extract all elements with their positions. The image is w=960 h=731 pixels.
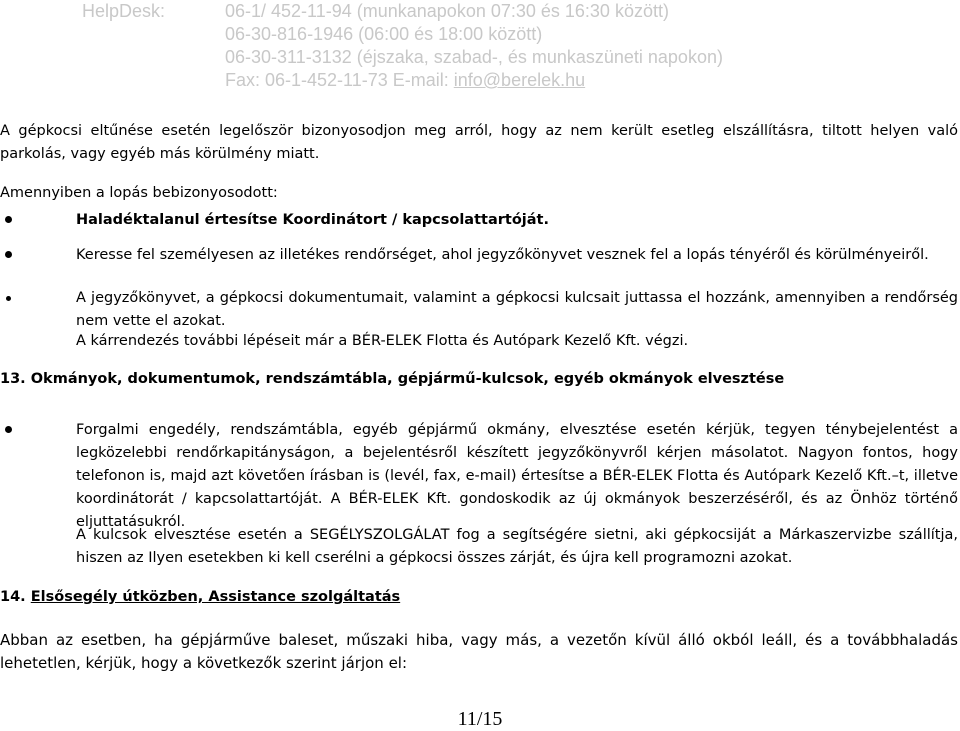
- helpdesk-phone-2: 06-30-816-1946 (06:00 és 18:00 között): [225, 24, 543, 44]
- fax-text: Fax: 06-1-452-11-73 E-mail:: [225, 70, 454, 90]
- bullet-dot: [6, 296, 11, 301]
- helpdesk-label: HelpDesk:: [82, 1, 166, 21]
- bullet-police-report: Keresse fel személyesen az illetékes rendőrséget, ahol jegyzőkönyvet vesznek fel a lopás tényéről és körülményeiről.: [76, 247, 929, 263]
- helpdesk-fax-email: [225, 70, 585, 91]
- bullet-documents: A jegyzőkönyvet, a gépkocsi dokumentumait, valamint a gépkocsi kulcsait juttassa el hozzánk, amennyiben a rendőrség nem vette el azokat.: [76, 290, 958, 329]
- bullet-notify-coordinator: Haladéktalanul értesítse Koordinátort / kapcsolattartóját.: [76, 212, 549, 228]
- helpdesk-header: [0, 0, 960, 100]
- section-13-keys-text: A kulcsok elvesztése esetén a SEGÉLYSZOLGÁLAT fog a segítségére sietni, aki gépkocsiját a Márkaszervizbe szállítja, hiszen az Ilyen esetekben ki kell cserélni a gépkocsi összes zárját, és újra kell programozni azokat.: [76, 527, 958, 566]
- claims-continuation: A kárrendezés további lépéseit már a BÉR-ELEK Flotta és Autópark Kezelő Kft. végzi.: [76, 333, 689, 349]
- intro-paragraph: A gépkocsi eltűnése esetén legelőször bizonyosodjon meg arról, hogy az nem került esetleg elszállításra, tiltott helyen való parkolás, vagy egyéb más körülmény miatt.: [0, 123, 958, 162]
- theft-condition: Amennyiben a lopás bebizonyosodott:: [0, 185, 278, 201]
- email-link[interactable]: info@berelek.hu: [453, 70, 586, 90]
- section-14-number: 14.: [0, 589, 31, 605]
- section-14-title: Elsősegély útközben, Assistance szolgáltatás: [30, 589, 401, 605]
- section-14-paragraph: Abban az esetben, ha gépjárműve baleset, műszaki hiba, vagy más, a vezetőn kívül álló okból leáll, és a továbbhaladás lehetetlen, kérjük, hogy a következők szerint járjon el:: [0, 631, 958, 672]
- page-number: 11/15: [457, 708, 503, 730]
- bullet-dot: [5, 216, 12, 223]
- helpdesk-phone-3: 06-30-311-3132 (éjszaka, szabad-, és munkaszüneti napokon): [225, 47, 723, 67]
- section-13-heading: 13. Okmányok, dokumentumok, rendszámtábla, gépjármű-kulcsok, egyéb okmányok elvesztése: [0, 371, 785, 387]
- helpdesk-phone-1: 06-1/ 452-11-94 (munkanapokon 07:30 és 16:30 között): [225, 1, 669, 21]
- bullet-dot: [5, 426, 12, 433]
- section-14-heading: [0, 589, 400, 605]
- section-13-documents-text: Forgalmi engedély, rendszámtábla, egyéb gépjármű okmány, elvesztése esetén kérjük, tegyen ténybejelentést a legközelebbi rendőrkapitányságon, a bejelentésről készített jegyzőkönyvről kérjen másolatot. Nagyon fontos, hogy telefonon is, majd azt követően írásban is (levél, fax, e-mail) értesítse a BÉR-ELEK Flotta és Autópark Kezelő Kft.–t, illetve koordinátorát / kapcsolattartóját. A BÉR-ELEK Kft. gondoskodik az új okmányok beszerzéséről, és az Önhöz történő eljuttatásukról.: [76, 422, 958, 530]
- bullet-dot: [5, 251, 12, 258]
